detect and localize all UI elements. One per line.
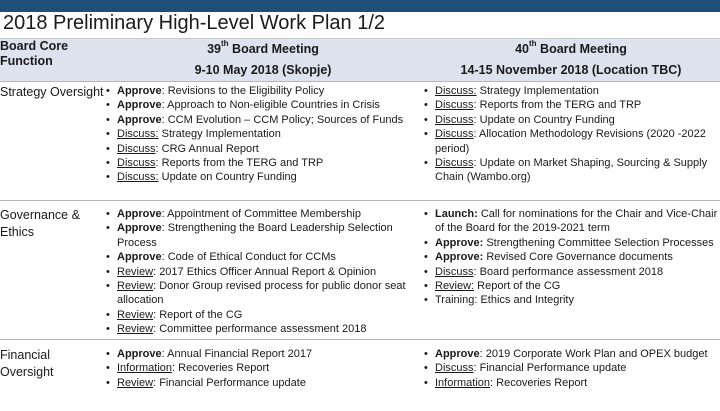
action-verb: Approve: [117, 208, 162, 220]
action-verb: Discuss: [117, 157, 156, 169]
agenda-item-text: Call for nominations for the Chair and Vice-Chair of the Board for the 2019-2021 term: [435, 208, 717, 234]
meeting-39-number: 39: [207, 42, 221, 56]
table-row-governance-ethics: [0, 201, 720, 340]
agenda-item-text: : Approach to Non-eligible Countries in Crisis: [162, 99, 380, 111]
bullet-icon: •: [424, 250, 428, 264]
agenda-item-text: : Allocation Methodology Revisions (2020 -2022 period): [435, 128, 706, 154]
meeting-39-date-location: 9-10 May 2018 (Skopje): [104, 60, 422, 81]
header-40th-board-meeting: [422, 39, 720, 82]
agenda-item: [104, 127, 422, 141]
action-verb: Discuss: [435, 128, 474, 140]
bullet-icon: •: [424, 376, 428, 390]
agenda-item-text: : Financial Performance update: [474, 362, 627, 374]
meeting-39-items: [104, 340, 422, 411]
meeting-39-title: [104, 39, 422, 60]
action-verb: Discuss: [435, 99, 474, 111]
agenda-item-text: : Board performance assessment 2018: [474, 266, 664, 278]
agenda-item: [422, 250, 720, 264]
bullet-icon: •: [106, 265, 110, 279]
action-verb: Approve: [117, 114, 162, 126]
action-verb: Review: [117, 323, 153, 335]
function-governance-ethics: Governance & Ethics: [0, 201, 104, 340]
action-verb: Discuss:: [117, 128, 159, 140]
agenda-item: [104, 98, 422, 112]
table-header-row: [0, 39, 720, 82]
action-verb: Discuss:: [435, 85, 477, 97]
meeting-39-items: [104, 201, 422, 340]
bullet-icon: •: [106, 322, 110, 336]
agenda-item-text: : Recoveries Report: [490, 377, 587, 389]
bullet-icon: •: [106, 127, 110, 141]
meeting-40-items: [422, 82, 720, 201]
bullet-icon: •: [106, 361, 110, 375]
bullet-icon: •: [106, 207, 110, 221]
agenda-item: [104, 376, 422, 390]
bullet-icon: •: [106, 347, 110, 361]
action-verb: Review: [117, 309, 153, 321]
table-row-strategy-oversight: [0, 82, 720, 201]
bullet-icon: •: [424, 98, 428, 112]
bullet-icon: •: [106, 376, 110, 390]
bullet-icon: •: [106, 113, 110, 127]
action-verb: Review: [117, 280, 153, 292]
action-verb: Discuss: [435, 157, 474, 169]
agenda-item-text: : Donor Group revised process for public donor seat allocation: [117, 280, 406, 306]
action-verb: Information: [117, 362, 172, 374]
agenda-item: [422, 347, 720, 361]
agenda-item: [104, 347, 422, 361]
agenda-list: [422, 84, 720, 185]
bullet-icon: •: [424, 84, 428, 98]
action-verb: Review: [117, 377, 153, 389]
agenda-list: [104, 84, 422, 185]
work-plan-table: [0, 39, 720, 411]
meeting-39-name: Board Meeting: [229, 42, 319, 56]
agenda-list: [422, 347, 720, 390]
agenda-item: [422, 279, 720, 293]
agenda-item-text: : Strengthening the Board Leadership Selection Process: [117, 222, 393, 248]
agenda-item-text: : Update on Market Shaping, Sourcing & Supply Chain (Wambo.org): [435, 157, 707, 183]
function-financial-oversight: Financial Oversight: [0, 340, 104, 411]
agenda-item: [422, 361, 720, 375]
bullet-icon: •: [424, 265, 428, 279]
bullet-icon: •: [106, 308, 110, 322]
bullet-icon: •: [106, 279, 110, 293]
meeting-40-items: [422, 201, 720, 340]
action-verb: Approve:: [435, 237, 483, 249]
action-verb: Approve: [117, 85, 162, 97]
bullet-icon: •: [424, 127, 428, 141]
agenda-item: [104, 84, 422, 98]
bullet-icon: •: [106, 170, 110, 184]
meeting-40-title: [422, 39, 720, 60]
agenda-item: [422, 265, 720, 279]
bullet-icon: •: [106, 142, 110, 156]
action-verb: Discuss: [435, 362, 474, 374]
agenda-list: [422, 207, 720, 308]
agenda-item-text: : Committee performance assessment 2018: [153, 323, 366, 335]
action-verb: Discuss: [435, 114, 474, 126]
agenda-item-text: : CRG Annual Report: [156, 143, 259, 155]
agenda-item-text: : 2017 Ethics Officer Annual Report & Opinion: [153, 266, 376, 278]
action-verb: Approve: [117, 251, 162, 263]
meeting-40-date-location: 14-15 November 2018 (Location TBC): [422, 60, 720, 81]
agenda-item-text: : Update on Country Funding: [474, 114, 615, 126]
agenda-item-text: : Annual Financial Report 2017: [162, 348, 312, 360]
agenda-item: [104, 207, 422, 221]
bullet-icon: •: [106, 221, 110, 235]
meeting-40-name: Board Meeting: [537, 42, 627, 56]
agenda-item-text: Training: Ethics and Integrity: [435, 294, 574, 306]
action-verb: Approve: [117, 222, 162, 234]
agenda-item-text: Strategy Implementation: [159, 128, 281, 140]
agenda-item: [104, 265, 422, 279]
agenda-item-text: : Appointment of Committee Membership: [162, 208, 361, 220]
function-strategy-oversight: Strategy Oversight: [0, 82, 104, 201]
agenda-item-text: Strengthening Committee Selection Processes: [483, 237, 714, 249]
meeting-40-ordinal: th: [529, 39, 537, 48]
agenda-list: [104, 207, 422, 337]
agenda-item: [422, 376, 720, 390]
bullet-icon: •: [106, 250, 110, 264]
agenda-item: [422, 127, 720, 156]
header-39th-board-meeting: [104, 39, 422, 82]
agenda-item-text: : Revisions to the Eligibility Policy: [162, 85, 325, 97]
bullet-icon: •: [424, 207, 428, 221]
agenda-item-text: : Report of the CG: [153, 309, 242, 321]
agenda-item-text: : Reports from the TERG and TRP: [156, 157, 324, 169]
agenda-item: [104, 156, 422, 170]
bullet-icon: •: [424, 293, 428, 307]
bullet-icon: •: [424, 156, 428, 170]
agenda-item: [104, 322, 422, 336]
agenda-item: [422, 293, 720, 307]
agenda-list: [104, 347, 422, 390]
page-title: 2018 Preliminary High-Level Work Plan 1/2: [3, 11, 385, 35]
action-verb: Approve: [117, 348, 162, 360]
action-verb: Information: [435, 377, 490, 389]
agenda-item: [104, 308, 422, 322]
meeting-39-ordinal: th: [221, 39, 229, 48]
bullet-icon: •: [424, 279, 428, 293]
bullet-icon: •: [424, 347, 428, 361]
bullet-icon: •: [424, 113, 428, 127]
action-verb: Approve: [435, 348, 480, 360]
agenda-item: [104, 250, 422, 264]
action-verb: Approve:: [435, 251, 483, 263]
agenda-item: [422, 156, 720, 185]
agenda-item-text: Revised Core Governance documents: [483, 251, 673, 263]
agenda-item-text: : Financial Performance update: [153, 377, 306, 389]
bullet-icon: •: [106, 98, 110, 112]
meeting-40-number: 40: [515, 42, 529, 56]
agenda-item-text: : Recoveries Report: [172, 362, 269, 374]
action-verb: Review: [117, 266, 153, 278]
bullet-icon: •: [424, 361, 428, 375]
agenda-item-text: : Code of Ethical Conduct for CCMs: [162, 251, 336, 263]
agenda-item: [104, 142, 422, 156]
header-board-core-function: Board Core Function: [0, 39, 104, 82]
agenda-item-text: : CCM Evolution – CCM Policy; Sources of Funds: [162, 114, 403, 126]
agenda-item: [104, 361, 422, 375]
meeting-39-items: [104, 82, 422, 201]
agenda-item: [422, 236, 720, 250]
action-verb: Approve: [117, 99, 162, 111]
action-verb: Discuss: [435, 266, 474, 278]
agenda-item: [422, 113, 720, 127]
agenda-item: [104, 221, 422, 250]
action-verb: Discuss: [117, 143, 156, 155]
table-row-financial-oversight: [0, 340, 720, 411]
action-verb: Launch:: [435, 208, 478, 220]
action-verb: Review:: [435, 280, 474, 292]
agenda-item: [104, 113, 422, 127]
agenda-item-text: Report of the CG: [474, 280, 560, 292]
agenda-item: [104, 170, 422, 184]
agenda-item: [104, 279, 422, 308]
action-verb: Discuss:: [117, 171, 159, 183]
agenda-item: [422, 98, 720, 112]
meeting-40-items: [422, 340, 720, 411]
agenda-item-text: : Reports from the TERG and TRP: [474, 99, 642, 111]
bullet-icon: •: [106, 84, 110, 98]
agenda-item-text: Update on Country Funding: [159, 171, 297, 183]
agenda-item-text: Strategy Implementation: [477, 85, 599, 97]
bullet-icon: •: [106, 156, 110, 170]
bullet-icon: •: [424, 236, 428, 250]
agenda-item: [422, 84, 720, 98]
agenda-item-text: : 2019 Corporate Work Plan and OPEX budget: [480, 348, 708, 360]
agenda-item: [422, 207, 720, 236]
